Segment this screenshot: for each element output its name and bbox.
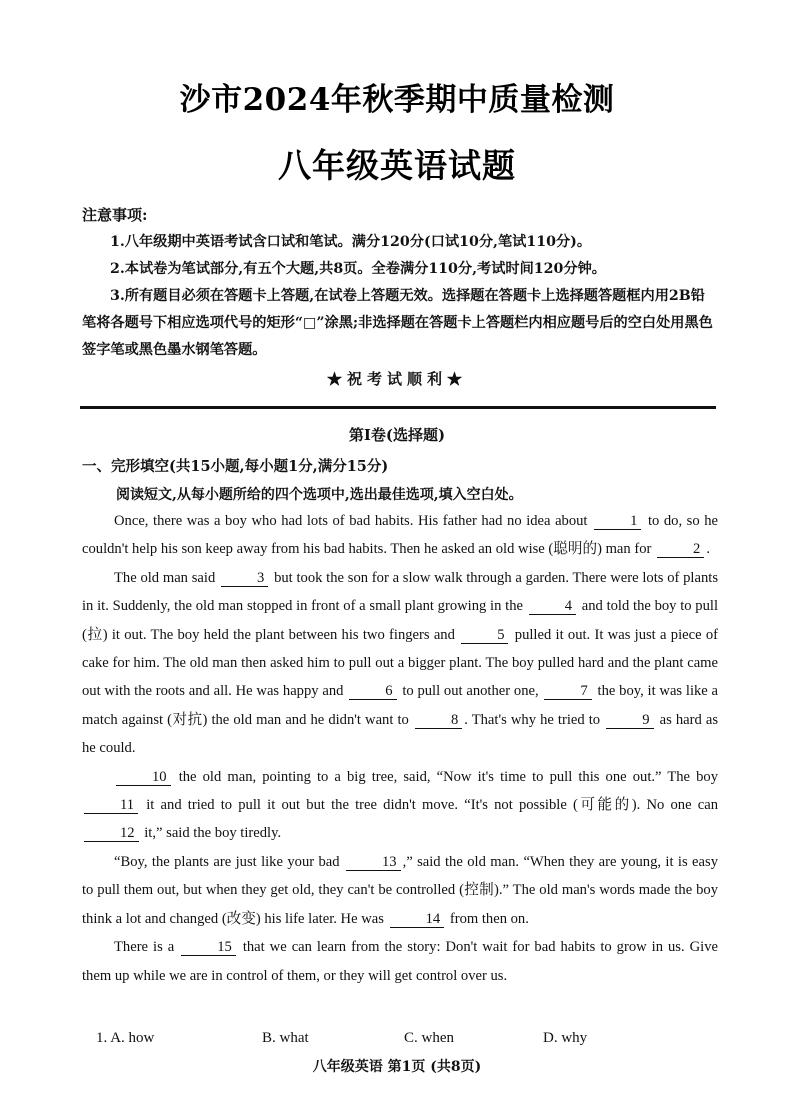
answer-blank-1: 1 xyxy=(594,513,641,530)
passage-text: that we can learn from the story: Don't wait for bad habits to grow in us. Give them up while we are in control of them, or they will get control over us. xyxy=(82,939,718,984)
passage-text: The old man said xyxy=(114,569,216,586)
cloze-passage xyxy=(82,507,718,990)
answer-blank-11: 11 xyxy=(84,797,138,814)
answer-blank-3: 3 xyxy=(221,570,268,587)
passage-text: “Boy, the plants are just like your bad xyxy=(114,853,340,870)
passage-text: but took the son for a slow walk through a garden. There were lots of plants in it. Suddenly, the old man stopped in front of a small plant growing in the xyxy=(82,569,718,615)
page-footer: 八年级英语 第1页 (共8页) xyxy=(312,1059,482,1075)
passage-paragraph-1 xyxy=(82,507,718,564)
exam-subtitle: 八年级英语试题 xyxy=(278,146,516,185)
passage-paragraph-4 xyxy=(82,848,718,933)
answer-blank-5: 5 xyxy=(461,627,508,644)
passage-text: . xyxy=(706,541,710,558)
passage-text: . That's why he tried to xyxy=(464,711,601,728)
answer-blank-13: 13 xyxy=(346,854,401,871)
answer-blank-12: 12 xyxy=(84,825,139,842)
answer-blank-14: 14 xyxy=(390,911,445,928)
passage-text: Once, there was a boy who had lots of bad habits. His father had no idea about xyxy=(114,513,588,529)
note-item-1: 1.八年级期中英语考试含口试和笔试。满分120分(口试10分,笔试110分)。 xyxy=(110,234,592,250)
option-text: A. how xyxy=(110,1030,155,1046)
passage-text: the old man, pointing to a big tree, said, “Now it's time to pull this one out.” The boy xyxy=(178,768,719,785)
question-1-option-a xyxy=(96,1030,154,1047)
passage-paragraph-5 xyxy=(82,933,718,990)
answer-blank-2: 2 xyxy=(657,541,704,558)
question-1-option-d: D. why xyxy=(543,1030,588,1046)
answer-blank-6: 6 xyxy=(349,683,396,700)
question-1-options xyxy=(0,1030,794,1054)
answer-blank-15: 15 xyxy=(181,939,236,956)
exam-title: 沙市2024年秋季期中质量检测 xyxy=(179,82,615,118)
passage-text: pulled it out. It was just a piece of cake for him. The old man then asked him to pull out a bigger plant. The boy pulled hard and the plant came out with the roots and all. He was happy and xyxy=(82,626,718,700)
passage-text: as hard as he could. xyxy=(82,711,719,757)
passage-text: it,” said the boy tiredly. xyxy=(144,825,282,842)
passage-text: to pull out another one, xyxy=(402,683,539,700)
passage-text: it and tried to pull it out but the tree didn't move. “It's not possible (可能的). No one can xyxy=(146,797,718,814)
note-item-3: 3.所有题目必须在答题卡上答题,在试卷上答题无效。选择题在答题卡上选择题答题框内用2B铅笔将各题号下相应选项代号的矩形“□”涂黑;非选择题在答题卡上答题栏内相应题号后的空白处用黑色签字笔或黑色墨水钢笔答题。 xyxy=(82,288,713,358)
passage-paragraph-3 xyxy=(82,763,718,848)
question-1-option-b: B. what xyxy=(262,1030,309,1046)
passage-text: and told the boy to pull (拉) it out. The boy held the plant between his two fingers and xyxy=(82,598,718,643)
passage-paragraph-2 xyxy=(82,564,718,763)
note-item-2: 2.本试卷为笔试部分,有五个大题,共8页。全卷满分110分,考试时间120分钟。 xyxy=(110,261,606,277)
section-divider xyxy=(80,406,716,409)
section-heading: 一、完形填空(共15小题,每小题1分,满分15分) xyxy=(82,458,389,475)
question-number: 1. xyxy=(96,1030,108,1046)
good-luck-banner: ★祝考试顺利★ xyxy=(326,370,467,388)
answer-blank-9: 9 xyxy=(606,712,653,729)
passage-text: the boy, it was like a match against (对抗) the old man and he didn't want to xyxy=(82,683,719,728)
part-title: 第Ⅰ卷(选择题) xyxy=(348,426,446,444)
answer-blank-10: 10 xyxy=(116,769,171,786)
passage-text: to do, so he couldn't help his son keep away from his bad habits. Then he asked an old wise (聪明的) man for xyxy=(82,513,719,558)
passage-text: ,” said the old man. “When they are young, it is easy to pull them out, but when they get old, they can't be controlled (控制).” The old man's words made the boy think a lot and changed (改变) his life later. He was xyxy=(82,853,718,927)
passage-text: from then on. xyxy=(449,910,529,927)
section-instruction: 阅读短文,从每小题所给的四个选项中,选出最佳选项,填入空白处。 xyxy=(116,487,523,503)
passage-text: There is a xyxy=(114,939,175,956)
answer-blank-4: 4 xyxy=(529,598,576,615)
notes-heading: 注意事项: xyxy=(82,206,148,224)
question-1-option-c: C. when xyxy=(404,1030,454,1046)
answer-blank-7: 7 xyxy=(544,683,591,700)
answer-blank-8: 8 xyxy=(415,712,462,729)
